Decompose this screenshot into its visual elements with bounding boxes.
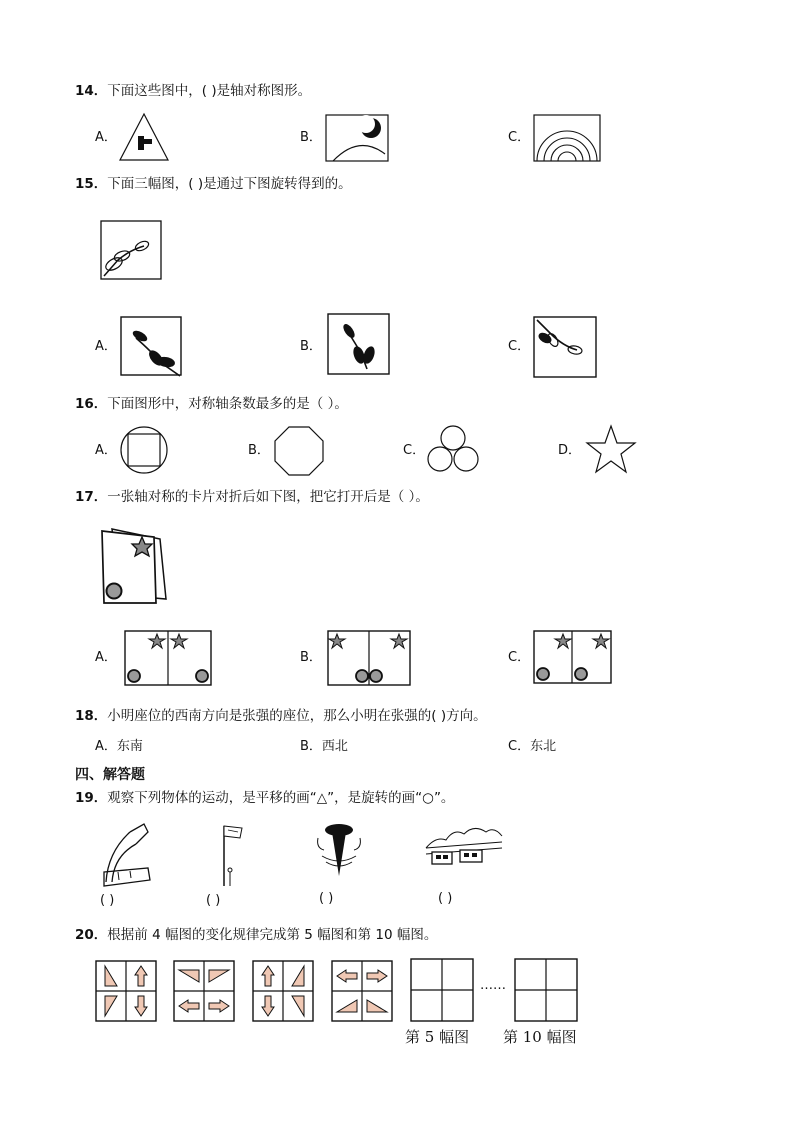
cable-car-icon: [424, 822, 504, 874]
flag-pole-icon: [216, 820, 248, 890]
ellipsis: ……: [480, 978, 506, 993]
question-number: 17．: [75, 489, 108, 505]
pattern-grid-icon: [331, 960, 393, 1022]
question-number: 20．: [75, 927, 108, 943]
leaf-branch-icon: [100, 220, 162, 280]
spinning-top-icon: [314, 820, 364, 884]
answer-blank[interactable]: ( ): [206, 893, 221, 908]
star-icon[interactable]: [585, 424, 637, 474]
answer-blank[interactable]: ( ): [319, 891, 334, 906]
question-text: 根据前 4 幅图的变化规律完成第 5 幅图和第 10 幅图。: [107, 927, 438, 943]
caption-5: 第 5 幅图: [405, 1028, 470, 1046]
pattern-grid-icon: [95, 960, 157, 1022]
question-text: 小明座位的西南方向是张强的座位，那么小明在张强的( )方向。: [107, 708, 487, 724]
option-a-label: A．: [95, 650, 117, 665]
triangle-t-icon[interactable]: [118, 112, 170, 162]
leaf-branch-icon[interactable]: [533, 316, 597, 378]
question-16: [75, 395, 348, 413]
folded-card-icon: [100, 525, 168, 605]
option-a-label: A．: [95, 130, 117, 145]
card-open-icon[interactable]: [327, 630, 411, 686]
question-14: [75, 82, 311, 100]
question-17: [75, 488, 429, 506]
answer-blank[interactable]: ( ): [100, 893, 115, 908]
option-b-label: B．: [248, 443, 270, 458]
question-number: 19．: [75, 790, 108, 806]
option-c-label: C．: [508, 650, 531, 665]
card-open-icon[interactable]: [533, 630, 613, 686]
answer-blank[interactable]: ( ): [438, 891, 453, 906]
circle-square-icon[interactable]: [118, 425, 170, 475]
moon-hill-icon[interactable]: [325, 114, 390, 162]
question-text: 下面图形中，对称轴条数最多的是（ ）。: [107, 396, 348, 412]
pattern-grid-icon: [252, 960, 314, 1022]
card-open-icon[interactable]: [124, 630, 212, 686]
option-a-label: A．: [95, 443, 117, 458]
leaf-branch-icon[interactable]: [327, 313, 391, 375]
option-d-label: D．: [558, 443, 582, 458]
question-number: 15．: [75, 176, 108, 192]
question-text: 下面三幅图，( )是通过下图旋转得到的。: [107, 176, 352, 192]
question-text: 一张轴对称的卡片对折后如下图，把它打开后是（ ）。: [107, 489, 429, 505]
question-number: 14．: [75, 83, 108, 99]
three-circles-icon[interactable]: [426, 424, 480, 474]
question-text: 观察下列物体的运动，是平移的画“△”，是旋转的画“○”。: [107, 790, 455, 806]
option-a[interactable]: A．东南: [95, 739, 143, 754]
question-number: 18．: [75, 708, 108, 724]
question-19: [75, 789, 454, 807]
caption-10: 第 10 幅图: [503, 1028, 577, 1046]
option-b-label: B．: [300, 650, 322, 665]
pattern-grid-5[interactable]: [410, 958, 474, 1022]
section-title: 四、解答题: [75, 767, 145, 783]
question-number: 16．: [75, 396, 108, 412]
question-text: 下面这些图中，( )是轴对称图形。: [107, 83, 312, 99]
leaf-branch-icon[interactable]: [120, 316, 184, 376]
option-c-label: C．: [508, 130, 531, 145]
option-c-label: C．: [508, 339, 531, 354]
pattern-grid-10[interactable]: [514, 958, 578, 1022]
option-a-label: A．: [95, 339, 117, 354]
option-c[interactable]: C．东北: [508, 739, 557, 754]
option-c-label: C．: [403, 443, 426, 458]
octagon-icon[interactable]: [273, 425, 325, 477]
question-18: [75, 707, 487, 725]
option-b-label: B．: [300, 339, 322, 354]
folding-ruler-icon: [100, 822, 156, 888]
option-b-label: B．: [300, 130, 322, 145]
pattern-grid-icon: [173, 960, 235, 1022]
question-20: [75, 926, 437, 944]
option-b[interactable]: B．西北: [300, 739, 348, 754]
question-15: [75, 175, 352, 193]
rainbow-arcs-icon[interactable]: [533, 114, 601, 162]
